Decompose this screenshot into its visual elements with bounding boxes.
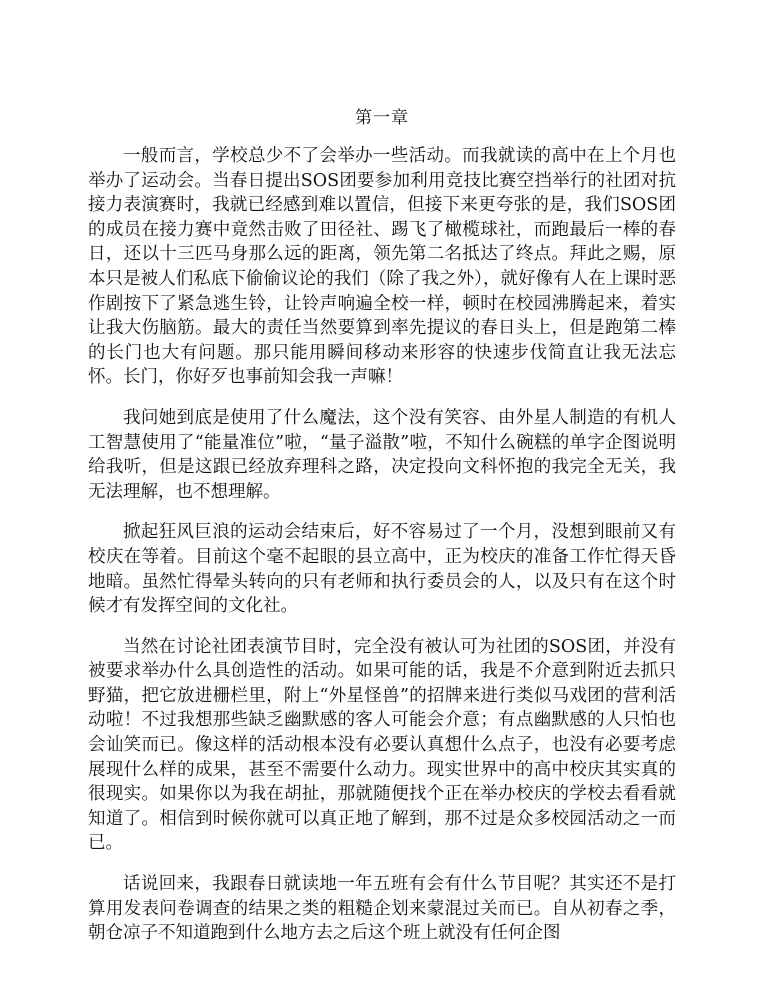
paragraph-2: 我问她到底是使用了什么魔法，这个没有笑容、由外星人制造的有机人工智慧使用了“能量准位”啦，“量子溢散”啦，不知什么碗糕的单字企图说明给我听，但是这跟已经放弃理科之路，决定投向文科怀抱的我完全无关，我无法理解，也不想理解。 bbox=[88, 407, 676, 502]
document-page bbox=[88, 106, 676, 962]
paragraph-1: 一般而言，学校总少不了会举办一些活动。而我就读的高中在上个月也举办了运动会。当春日提出SOS团要参加利用竞技比赛空挡举行的社团对抗接力表演赛时，我就已经感到难以置信，但接下来更夸张的是，我们SOS团的成员在接力赛中竟然击败了田径社、踢飞了橄榄球社，而跑最后一棒的春日，还以十三匹马身那么远的距离，领先第二名抵达了终点。拜此之赐，原本只是被人们私底下偷偷议论的我们（除了我之外），就好像有人在上课时恶作剧按下了紧急逃生铃，让铃声响遍全校一样，顿时在校园沸腾起来，着实让我大伤脑筋。最大的责任当然要算到率先提议的春日头上，但是跑第二棒的长门也大有问题。那只能用瞬间移动来形容的快速步伐简直让我无法忘怀。长门，你好歹也事前知会我一声嘛！ bbox=[88, 146, 676, 388]
chapter-title: 第一章 bbox=[355, 108, 409, 128]
paragraph-5: 话说回来，我跟春日就读地一年五班有会有什么节目呢？其实还不是打算用发表问卷调查的结果之类的粗糙企划来蒙混过关而已。自从初春之季，朝仓凉子不知道跑到什么地方去之后这个班上就没有任何企图 bbox=[88, 874, 676, 944]
paragraph-4: 当然在讨论社团表演节目时，完全没有被认可为社团的SOS团，并没有被要求举办什么具创造性的活动。如果可能的话，我是不介意到附近去抓只野猫，把它放进栅栏里，附上“外星怪兽”的招牌来进行类似马戏团的营利活动啦！不过我想那些缺乏幽默感的客人可能会介意；有点幽默感的人只怕也会讪笑而已。像这样的活动根本没有必要认真想什么点子，也没有必要考虑展现什么样的成果，甚至不需要什么动力。现实世界中的高中校庆其实真的很现实。如果你以为我在胡扯，那就随便找个正在举办校庆的学校去看看就知道了。相信到时候你就可以真正地了解到，那不过是众多校园活动之一而已。 bbox=[88, 636, 676, 854]
paragraph-3: 掀起狂风巨浪的运动会结束后，好不容易过了一个月，没想到眼前又有校庆在等着。目前这个毫不起眼的县立高中，正为校庆的准备工作忙得天昏地暗。虽然忙得晕头转向的只有老师和执行委员会的人，以及只有在这个时候才有发挥空间的文化社。 bbox=[88, 522, 676, 617]
